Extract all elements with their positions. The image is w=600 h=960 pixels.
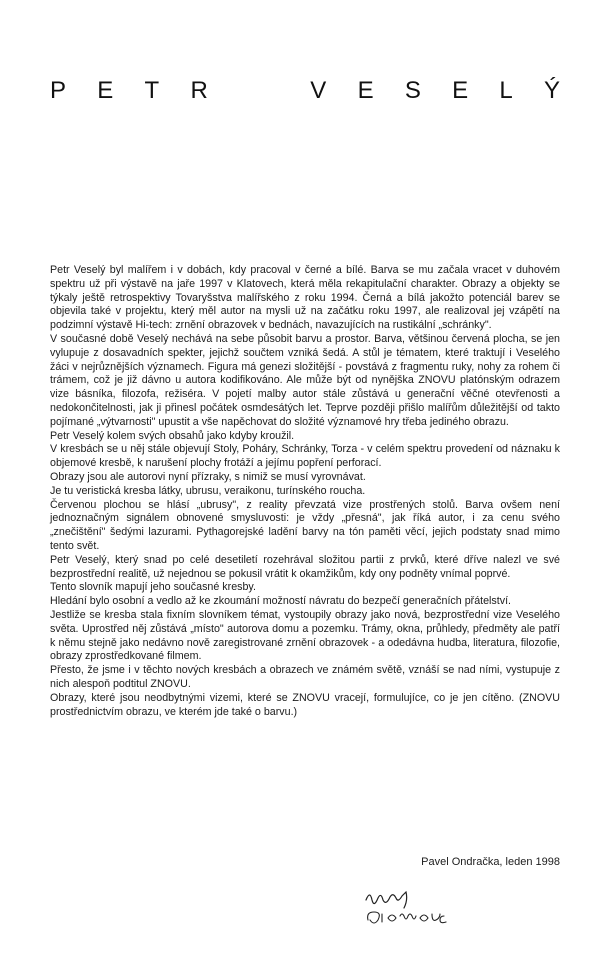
- paragraph: Petr Veselý byl malířem i v dobách, kdy pracoval v černé a bílé. Barva se mu začala vracet v duhovém spektru už při výstavě na jaře 1997 v Klatovech, která měla rekapitulační charakter. Obrazy a objekty se týkaly ještě retrospektivy Tovaryšstva malířského z roku 1994. Černá a bílá jakožto potenciál barev se objevila také v projektu, který měl autor na mysli už na začátku roku 1997, ale realizoval jej vzápětí na podzimní výstavě Hi-tech: zrnění obrazovek v bednách, navazujících na rustikální „schránky".: [50, 264, 560, 332]
- title-letter: V: [310, 77, 327, 104]
- paragraph: Petr Veselý, který snad po celé desetiletí rozehrával složitou partii z prvků, které dříve nalezl ve své bezprostřední realitě, už nejednou se pokusil vrátit k okamžikům, kdy ony podněty vnímal poprvé.: [50, 553, 560, 580]
- paragraph: Hledání bylo osobní a vedlo až ke zkoumání možností návratu do bezpečí generačních přátelství.: [50, 595, 512, 608]
- paragraph: Obrazy jsou ale autorovi nyní přízraky, s nimiž se musí vyrovnávat.: [50, 470, 366, 483]
- body-text: [50, 264, 560, 719]
- title-letter: E: [452, 77, 469, 104]
- title-letter: E: [357, 77, 374, 104]
- title-letter: E: [97, 77, 114, 104]
- paragraph: Jestliže se kresba stala fixním slovníkem témat, vystoupily obrazy jako nová, bezprostřední vize Veselého světa. Uprostřed něj zůstává „místo" autorova domu a pozemku. Trámy, okna, průhledy, předměty ale patří k němu stejně jako nedávno nově zaregistrované zrnění obrazovek - a odedávna hudba, literatura, filozofie, obrazy zprostředkované filmem.: [50, 608, 560, 663]
- paragraph: Je tu veristická kresba látky, ubrusu, veraikonu, turínského roucha.: [50, 484, 366, 497]
- handwritten-signature: [360, 880, 470, 932]
- page-title: [50, 76, 560, 106]
- paragraph: V současné době Veselý nechává na sebe působit barvu a prostor. Barva, většinou červená plocha, se jen vylupuje z dosavadních spekter, jejichž součtem vzniká šedá. A stůl je tématem, které traktují i Veselého žáci v nejrůznějších významech. Figura má genezi složitější - povstává z fragmentu ruky, nohy za rohem či trámem, což je již dávno u autora kodifikováno. Ale může být od nynějška ZNOVU platónským odrazem vize básníka, filozofa, režiséra. V pojetí malby autor stále zůstává u generační věčné otevřenosti a nedokončitelnosti, jak ji přinesl počátek osmdesátých let. Teprve později přišlo malířům důležitější od takto pojímané „výtvarnosti" upustit a vše napěchovat do složité významové hry třeba jediného obrazu.: [50, 332, 560, 428]
- paragraph: Přesto, že jsme i v těchto nových kresbách a obrazech ve známém světě, vznáší se nad ními, vystupuje z nich alespoň podtitul ZNOVU.: [50, 664, 560, 690]
- title-letter: S: [404, 77, 421, 104]
- paragraph: Petr Veselý kolem svých obsahů jako kdyby kroužil.: [50, 429, 295, 442]
- title-letter: P: [50, 77, 67, 104]
- paragraph: Tento slovník mapují jeho současné kresby.: [50, 581, 256, 594]
- paragraph: Obrazy, které jsou neodbytnými vizemi, které se ZNOVU vracejí, formulujíce, co je jen cítěno. (ZNOVU prostřednictvím obrazu, ve kterém jde také o barvu.): [50, 691, 560, 718]
- author-signature-line: Pavel Ondračka, leden 1998: [421, 856, 560, 868]
- paragraph: Červenou plochou se hlásí „ubrusy", z reality převzatá vize prostřených stolů. Barva ovšem není jednoznačným signálem obnovené smysluvosti: je vždy „přesná", jak říká autor, i za cenu svého „znečištění" šedými lazurami. Pythagorejské ladění barvy na tón paměti věcí, jejich podstaty snad mimo tento svět.: [50, 498, 560, 552]
- title-letter: R: [190, 77, 208, 104]
- title-letter: L: [499, 77, 513, 104]
- paragraph: V kresbách se u něj stále objevují Stoly, Poháry, Schránky, Torza - v celém spektru provedení od náznaku k objemové kresbě, k narušení plochy frotáží a jejímu popření perforací.: [50, 443, 560, 470]
- title-letter: Ý: [543, 77, 560, 104]
- title-letter: T: [144, 77, 160, 104]
